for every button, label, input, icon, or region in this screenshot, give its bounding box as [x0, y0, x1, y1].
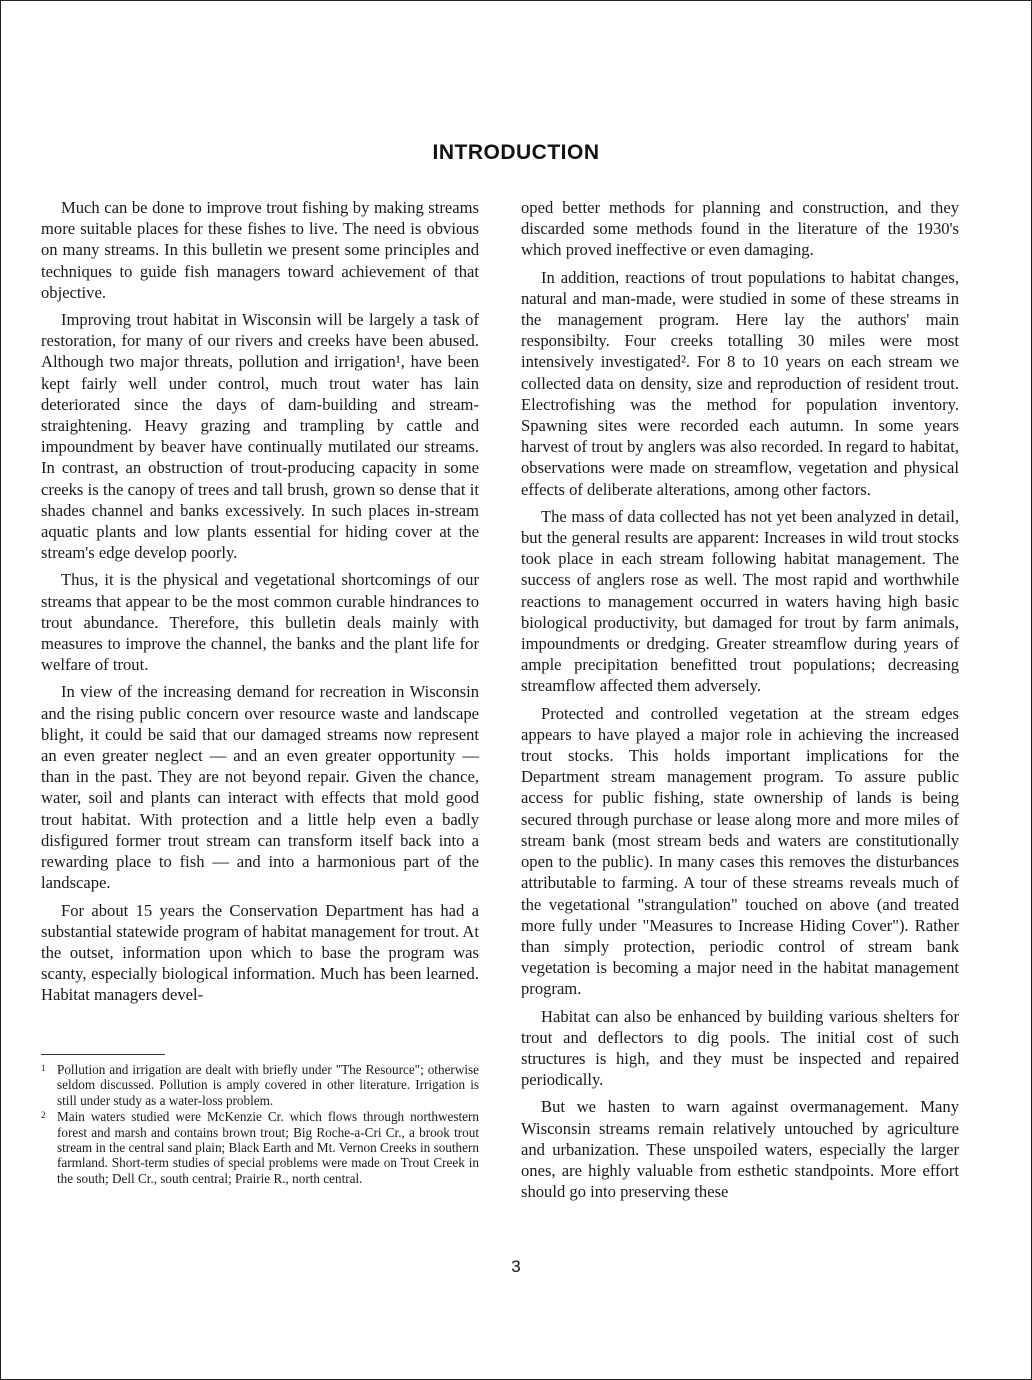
paragraph: Much can be done to improve trout fishing by making streams more suitable places for these fishes to live. The need is obvious on many streams. In this bulletin we present some principles and techniques to guide fish managers toward achievement of that objective. — [41, 198, 479, 302]
footnote-text: Main waters studied were McKenzie Cr. which flows through northwestern forest and marsh and contains brown trout; Big Roche-a-Cri Cr., a brook trout stream in the central sand plain; Black Earth and Mt. Vernon Creeks in southern farmland. Short-term studies of special problems were made on Trout Creek in the south; Dell Cr., south central; Prairie R., north central. — [57, 1109, 479, 1186]
right-column — [521, 197, 959, 1202]
footnote — [41, 1062, 479, 1108]
footnote-text: Pollution and irrigation are dealt with briefly under "The Resource"; otherwise seldom discussed. Pollution is amply covered in other literature. Irrigation is still under study as a water-loss problem. — [57, 1062, 479, 1108]
paragraph: In addition, reactions of trout populations to habitat changes, natural and man-made, were studied in some of these streams in the management program. Here lay the authors' main responsibilty. Four creeks totalling 30 miles were most intensively investigated². For 8 to 10 years on each stream we collected data on density, size and reproduction of resident trout. Electrofishing was the method for population inventory. Spawning sites were recorded each autumn. In some years harvest of trout by anglers was also recorded. In regard to habitat, observations were made on streamflow, vegetation and physical effects of deliberate alterations, among other factors. — [521, 267, 959, 499]
footnote-mark: 1 — [41, 1063, 46, 1073]
page-title: INTRODUCTION — [432, 141, 600, 164]
paragraph: oped better methods for planning and construction, and they discarded some methods found in the literature of the 1930's which proved ineffective or even damaging. — [521, 198, 959, 260]
paragraph: In view of the increasing demand for recreation in Wisconsin and the rising public concern over resource waste and landscape blight, it could be said that our damaged streams now represent an even greater neglect — and an even greater opportunity — than in the past. They are not beyond repair. Given the chance, water, soil and plants can interact with effects that mold good trout habitat. With protection and a little help even a badly disfigured former trout stream can transform itself back into a rewarding place to fish — and into a harmonious part of the landscape. — [41, 682, 479, 893]
left-column — [41, 197, 479, 1006]
footnote-divider — [41, 1054, 165, 1055]
page-number: 3 — [511, 1257, 521, 1276]
paragraph: But we hasten to warn against overmanagement. Many Wisconsin streams remain relatively untouched by agriculture and urbanization. These unspoiled waters, especially the larger ones, are highly valuable from esthetic standpoints. More effort should go into preserving these — [521, 1097, 959, 1202]
paragraph: Protected and controlled vegetation at the stream edges appears to have played a major role in achieving the increased trout stocks. This holds important implications for the Department stream management program. To assure public access for public fishing, state ownership of lands is being secured through purchase or lease along more and more miles of stream bank (most stream beds and waters are constitutionally open to the public). In many cases this removes the disturbances attributable to farming. A tour of these streams reveals much of the vegetational "strangulation" touched on above (and treated more fully under "Measures to Increase Hiding Cover"). Rather than simply protection, periodic control of stream bank vegetation is becoming a major need in the habitat management program. — [521, 703, 959, 999]
paragraph: For about 15 years the Conservation Department has had a substantial statewide program of habitat management for trout. At the outset, information upon which to base the program was scanty, especially biological information. Much has been learned. Habitat managers devel- — [41, 900, 479, 1005]
paragraph: The mass of data collected has not yet been analyzed in detail, but the general results are apparent: Increases in wild trout stocks took place in each stream following habitat management. The success of anglers rose as well. The most rapid and worthwhile reactions to management occurred in waters having high basic biological productivity, but damaged for trout by farm animals, impoundments or dredging. Greater streamflow during years of ample precipitation benefitted trout populations; decreasing streamflow affected them adversely. — [521, 506, 959, 696]
footnote — [41, 1109, 479, 1186]
paragraph: Improving trout habitat in Wisconsin will be largely a task of restoration, for many of our rivers and creeks have been abused. Although two major threats, pollution and irrigation¹, have been kept fairly well under control, much trout water has lain deteriorated since the days of dam-building and stream-straightening. Heavy grazing and trampling by cattle and impoundment by beaver have continually mutilated our streams. In contrast, an obstruction of trout-producing capacity in some creeks is the canopy of trees and tall brush, grown so dense that it shades channel and banks excessively. In such places in-stream aquatic plants and low plants essential for hiding cover at the stream's edge develop poorly. — [41, 310, 479, 563]
paragraph: Habitat can also be enhanced by building various shelters for trout and deflectors to dig pools. The initial cost of such structures is high, and they must be inspected and repaired periodically. — [521, 1006, 959, 1090]
paragraph: Thus, it is the physical and vegetational shortcomings of our streams that appear to be the most common curable hindrances to trout abundance. Therefore, this bulletin deals mainly with measures to improve the channel, the banks and the plant life for welfare of trout. — [41, 570, 479, 675]
footnotes — [41, 1062, 479, 1187]
footnote-mark: 2 — [41, 1110, 46, 1121]
